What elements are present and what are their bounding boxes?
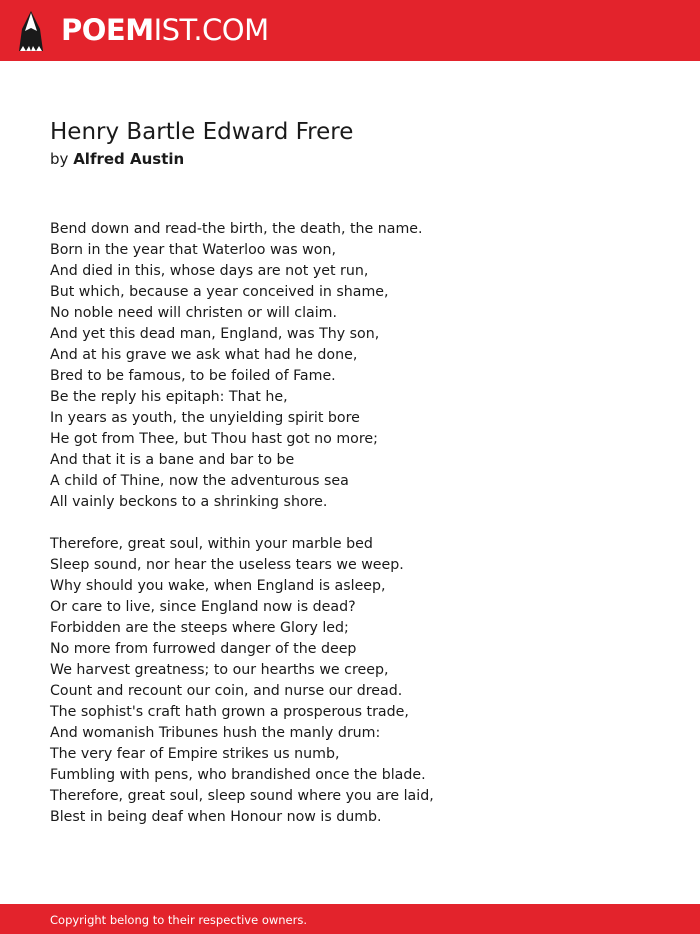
poem-line: And that it is a bane and bar to be: [50, 452, 295, 468]
poem-line: Be the reply his epitaph: That he,: [50, 389, 288, 405]
poem-line: Bred to be famous, to be foiled of Fame.: [50, 368, 336, 384]
poem-line: Born in the year that Waterloo was won,: [50, 242, 336, 258]
poem-line: In years as youth, the unyielding spirit bore: [50, 410, 360, 426]
poem-line: Sleep sound, nor hear the useless tears we weep.: [50, 557, 404, 573]
poem-line: We harvest greatness; to our hearths we creep,: [50, 662, 389, 678]
logo-light-text: IST.COM: [153, 13, 269, 47]
poem-line: No more from furrowed danger of the deep: [50, 641, 357, 657]
poem-line: And at his grave we ask what had he done,: [50, 347, 358, 363]
poem-line: And womanish Tribunes hush the manly drum:: [50, 725, 381, 741]
poem-line: And died in this, whose days are not yet run,: [50, 263, 369, 279]
author-name: Alfred Austin: [73, 150, 185, 168]
byline: [50, 149, 184, 169]
pen-nib-icon[interactable]: [18, 10, 44, 52]
poem-line: Therefore, great soul, within your marble bed: [50, 536, 373, 552]
poem-line: Forbidden are the steeps where Glory led;: [50, 620, 349, 636]
by-label: by: [50, 150, 69, 168]
stanza-2: [50, 534, 650, 828]
logo-bold-text: POEM: [61, 13, 154, 47]
poem-body: [50, 219, 650, 849]
poem-line: No noble need will christen or will claim.: [50, 305, 337, 321]
poem-line: Bend down and read-the birth, the death, the name.: [50, 221, 423, 237]
poem-line: All vainly beckons to a shrinking shore.: [50, 494, 328, 510]
site-footer: [0, 904, 700, 934]
poem-line: The sophist's craft hath grown a prosperous trade,: [50, 704, 409, 720]
poem-line: Fumbling with pens, who brandished once the blade.: [50, 767, 426, 783]
poem-line: Count and recount our coin, and nurse our dread.: [50, 683, 403, 699]
poem-line: But which, because a year conceived in shame,: [50, 284, 389, 300]
poem-line: And yet this dead man, England, was Thy son,: [50, 326, 380, 342]
poem-line: A child of Thine, now the adventurous sea: [50, 473, 349, 489]
copyright-notice: Copyright belong to their respective owners.: [50, 913, 308, 927]
poem-line: He got from Thee, but Thou hast got no more;: [50, 431, 378, 447]
stanza-1: [50, 219, 650, 513]
poem-line: Blest in being deaf when Honour now is dumb.: [50, 809, 382, 825]
poem-title: Henry Bartle Edward Frere: [50, 119, 354, 145]
site-logo[interactable]: [61, 13, 269, 47]
poem-line: Or care to live, since England now is dead?: [50, 599, 356, 615]
site-header: [0, 0, 700, 61]
poem-line: Therefore, great soul, sleep sound where you are laid,: [50, 788, 434, 804]
poem-line: The very fear of Empire strikes us numb,: [50, 746, 340, 762]
poem-line: Why should you wake, when England is asleep,: [50, 578, 386, 594]
